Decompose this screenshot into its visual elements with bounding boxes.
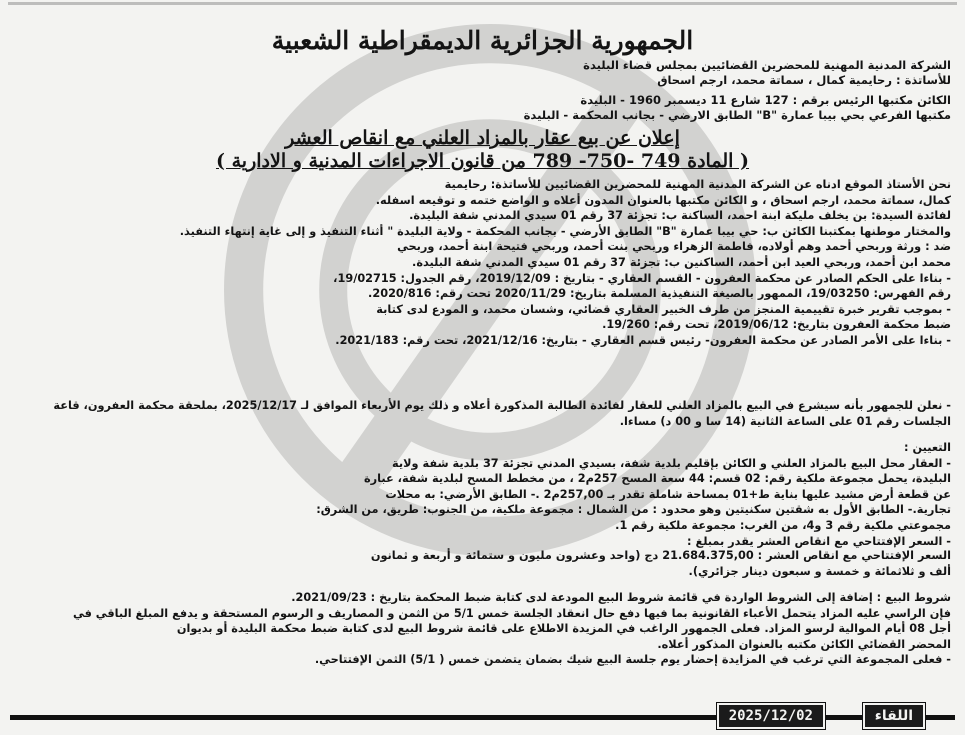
header-company: الشركة المدنية المهنية للمحضرين القضائيين بمجلس قضاء البليدة — [583, 58, 951, 72]
top-border — [8, 2, 957, 5]
parties-section — [16, 177, 951, 349]
body-line: - بناءا على الحكم الصادر عن محكمة العفرون - القسم العقاري - بتاريخ : 2019/12/09، رقم الجدول: 19/02715، — [333, 271, 951, 285]
newspaper-name: اللقاء — [863, 703, 925, 729]
body-line: ضد : ورثة وربحي أحمد وهم أولاده، فاطمة الزهراء وربحي بنت أحمد، وربحي فتيحة ابنة أحمد، وربحي — [397, 240, 951, 254]
header-bailiffs: للأساتذة : رحايمية كمال ، سماتة محمد، ارجم اسحاق — [657, 73, 951, 87]
body-line: - السعر الإفتتاحي مع انقاص العشر يقدر بمبلغ : — [687, 534, 951, 548]
page-title: الجمهورية الجزائرية الديمقراطية الشعبية — [271, 26, 694, 55]
body-line: البليدة، يحمل مجموعة ملكية رقم: 02 قسم: 44 سعة المسح 257م2 ، من مخطط المسح لبلدية شفة، عبارة — [363, 472, 951, 486]
body-line: - بموجب تقرير خبرة تقييمية المنجز من طرف الخبير العقاري قضائي، وشسان محمد، و المودع لدى كتابة — [376, 302, 951, 316]
opening-price-section — [16, 548, 951, 579]
publication-date: 2025/12/02 — [717, 703, 825, 729]
header-main-office: الكائن مكتبها الرئيس برقم : 127 شارع 11 ديسمبر 1960 - البليدة — [580, 93, 951, 107]
body-line: ألف و ثلاثمائة و خمسة و سبعون دينار جزائري). — [688, 564, 951, 578]
body-line: أجل 08 أيام الموالية لرسو المزاد. فعلى الجمهور الراغب في المزيدة الاطلاع على قائمة شروط البيع لدى كتابة ضبط محكمة البليدة أو بديوان — [176, 622, 951, 636]
body-line: مجموعتي ملكية رقم 3 و4، من الغرب: مجموعة ملكية رقم 1. — [615, 518, 951, 532]
body-line: - نعلن للجمهور بأنه سيشرع في البيع بالمزاد العلني للعقار لفائدة الطالبة المذكورة أعلاه و ذلك يوم الأربعاء الموافق لـ 2025/12/17، بملحقة محكمة العفرون، قاعة — [53, 399, 951, 412]
property-description-section — [16, 440, 951, 549]
header-branch-office: مكتبها الفرعي بحي بيبا عمارة "B" الطابق الارضي - بجانب المحكمة - البليدة — [523, 108, 951, 122]
body-line: التعيين : — [904, 441, 951, 454]
announcement-title: إعلان عن بيع عقار بالمزاد العلني مع انقاص العشر — [285, 127, 680, 149]
body-line: كمال، سماتة محمد، ارجم اسحاق ، و الكائن مكتبها بالعنوان المدون أعلاه و الواضع ختمه و توقيعه اسفله. — [375, 193, 951, 207]
body-line: نحن الأستاذ الموقع ادناه عن الشركة المدنية المهنية للمحضرين القضائيين للأساتذة: رحايمية — [444, 178, 951, 191]
body-line: - العقار محل البيع بالمزاد العلني و الكائن بإقليم بلدية شفة، بسيدي المدني تجزئة 37 بلدية شفة ولاية — [392, 456, 951, 470]
body-line: رقم الفهرس: 19/03250، الممهور بالصيغة التنفيذية المسلمة بتاريخ: 2020/11/29 تحت رقم: 2020/816. — [368, 287, 951, 301]
announcement-subtitle: ( المادة 749 -750- 789 من قانون الاجراءات المدنية و الادارية ) — [215, 150, 750, 172]
sale-date-section — [16, 398, 951, 429]
body-line: المحضر القضائي الكائن مكتبه بالعنوان المذكور أعلاه. — [657, 637, 951, 651]
body-line: تجارية.- الطابق الأول به شقتين سكنيتين وهو محدود : من الشمال : مجموعة ملكية، من الجنوب: طريق، من الشرق: — [316, 503, 951, 517]
body-line: فإن الراسي عليه المزاد يتحمل الأعباء القانونية بما فيها دفع حال انعقاد الجلسة خمس 5/1 من الثمن و المصاريف و الرسوم المستحقة و يدفع المبلغ الباقي في — [73, 606, 951, 620]
body-line: لفائدة السيدة: بن يخلف مليكة ابنة احمد، الساكنة ب: تجزئة 37 رقم 01 سيدي المدني شفة البليدة. — [409, 209, 951, 223]
body-line: ضبط محكمة العفرون بتاريخ: 2019/06/12، تحت رقم: 19/260. — [602, 318, 951, 332]
footer-bar — [10, 703, 955, 725]
body-line: محمد ابن أحمد، وربحي العيد ابن أحمد، الساكنين ب: تجزئة 37 رقم 01 سيدي المدني شفة البليدة. — [412, 255, 951, 269]
body-line: الجلسات رقم 01 على الساعة الثانية (14 سا و 00 د) مساءا. — [619, 414, 951, 428]
body-line: عن قطعة أرض مشيد عليها بناية ط+01 بمساحة شاملة تقدر بـ 257,00م2 .- الطابق الأرضي: به محلات — [385, 487, 951, 501]
body-line: شروط البيع : إضافة إلى الشروط الواردة في قائمة شروط البيع المودعة لدى كتابة ضبط المحكمة بتاريخ : 2021/09/23. — [291, 591, 951, 604]
body-line: - بناءا على الأمر الصادر عن محكمة العفرون- رئيس قسم العقاري - بتاريخ: 2021/12/16، تحت رقم: 2021/183. — [335, 333, 951, 347]
body-line: والمختار موطنها بمكتبنا الكائن ب: حي بيبا عمارة "B" الطابق الأرضي - بجانب المحكمة - ولاية البليدة " أثناء التنفيذ و إلى غاية إنتهاء التنفيذ. — [179, 224, 951, 238]
sale-conditions-section — [16, 590, 951, 668]
body-line: السعر الإفتتاحي مع انقاص العشر : 21.684.375,00 دج (واحد وعشرون مليون و ستمائة و أربعة و ثمانون — [370, 549, 951, 562]
body-line: - فعلى المجموعة التي ترغب في المزايدة إحضار يوم جلسة البيع شيك بضمان يتضمن خمس ( 5/1) الثمن الإفتتاحي. — [314, 653, 951, 667]
